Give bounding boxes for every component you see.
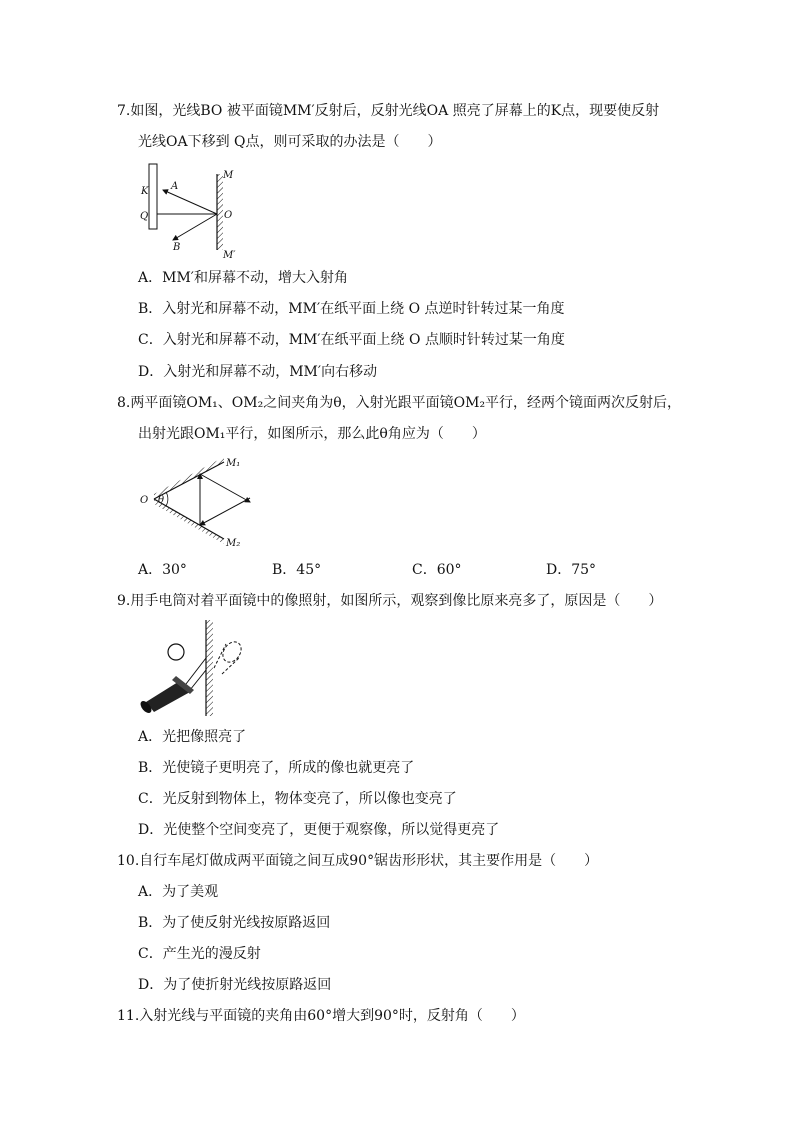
question-7-option-a: A．MM′和屏幕不动，增大入射角 — [138, 270, 348, 286]
object-circle — [168, 644, 184, 660]
question-10-option-a: A．为了美观 — [138, 884, 219, 900]
ray-ob — [173, 214, 217, 240]
question-9-option-b: B．光使镜子更明亮了，所成的像也就更亮了 — [138, 760, 415, 776]
question-7-figure — [135, 162, 245, 267]
ray-oa — [163, 190, 217, 214]
mirror-om2 — [154, 499, 224, 539]
question-8-option-d: D．75° — [546, 562, 597, 578]
question-11-stem: 11.入射光线与平面镜的夹角由60°增大到90°时，反射角（ ） — [117, 1008, 525, 1024]
question-9-option-c: C．光反射到物体上，物体变亮了，所以像也变亮了 — [138, 791, 457, 807]
question-9-figure — [136, 620, 248, 718]
label-k: K — [141, 186, 149, 197]
question-8-figure — [138, 454, 258, 549]
label-m1: M₁ — [226, 458, 241, 469]
question-8-stem-line1: 8.两平面镜OM₁、OM₂之间夹角为θ，入射光跟平面镜OM₂平行，经两个镜面两次反射后， — [117, 395, 682, 411]
question-10-option-d: D．为了使折射光线按原路返回 — [138, 977, 332, 993]
question-7-option-b: B．入射光和屏幕不动，MM′在纸平面上绕 O 点逆时针转过某一角度 — [138, 301, 565, 317]
question-8-option-a: A．30° — [138, 562, 187, 578]
label-a: A — [171, 181, 179, 192]
screen — [149, 164, 157, 229]
question-9-stem: 9.用手电筒对着平面镜中的像照射，如图所示，观察到像比原来亮多了，原因是（ ） — [117, 593, 663, 609]
label-m-prime: M′ — [223, 250, 236, 261]
question-9-option-a: A．光把像照亮了 — [138, 729, 247, 745]
question-7-stem-line1: 7.如图，光线BO 被平面镜MM′反射后，反射光线OA 照亮了屏幕上的K点，现要使反射 — [117, 103, 660, 119]
mirror-om1 — [154, 462, 224, 499]
label-o: O — [224, 210, 233, 221]
question-7-option-d: D．入射光和屏幕不动，MM′向右移动 — [138, 364, 378, 380]
question-8-option-c: C．60° — [412, 562, 462, 578]
question-8-stem-line2: 出射光跟OM₁平行，如图所示，那么此θ角应为（ ） — [138, 426, 486, 442]
question-7-option-c: C．入射光和屏幕不动，MM′在纸平面上绕 O 点顺时针转过某一角度 — [138, 332, 565, 348]
virtual-flashlight-image — [214, 638, 245, 674]
exit-ray — [200, 474, 250, 502]
question-10-option-c: C．产生光的漫反射 — [138, 946, 261, 962]
question-8-option-b: B．45° — [272, 562, 322, 578]
question-8-options — [138, 560, 658, 580]
question-10-stem: 10.自行车尾灯做成两平面镜之间互成90°锯齿形形状，其主要作用是（ ） — [117, 853, 599, 869]
label-b: B — [173, 242, 181, 253]
label-q: Q — [140, 211, 149, 222]
label-theta: θ — [158, 495, 165, 506]
flashlight — [138, 676, 194, 715]
question-10-option-b: B．为了使反射光线按原路返回 — [138, 915, 331, 931]
label-m: M — [223, 170, 234, 181]
question-9-option-d: D．光使整个空间变亮了，更便于观察像，所以觉得更亮了 — [138, 822, 500, 838]
question-7-stem-line2: 光线OA下移到 Q点，则可采取的办法是（ ） — [138, 134, 442, 150]
label-m2: M₂ — [226, 538, 241, 549]
incident-ray — [200, 498, 250, 525]
label-o: O — [140, 495, 149, 506]
